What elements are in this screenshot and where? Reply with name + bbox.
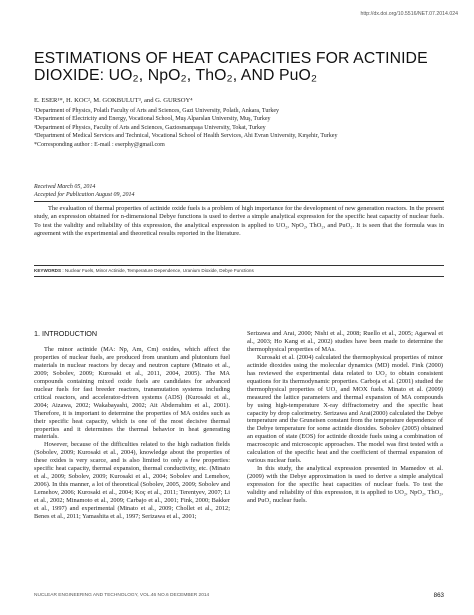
affiliation-4: ⁴Department of Medical Services and Technical, Vocational School of Health Services, Ahi Evran University, Kırşehir, Turkey [34,133,338,140]
doi-link[interactable]: http://dx.doi.org/10.5516/NET.07.2014.024 [360,11,458,17]
abstract-bottom-rule [34,265,444,266]
paragraph: Serizawa and Arai, 2000; Nishi et al., 2008; Ruello et al., 2005; Agarwal et al., 2003; Ho Kang et al., 2002) studies have been made to determine the thermophysical properties of MAs. [247,330,443,353]
affiliations [34,107,337,149]
received-date: Received March 05, 2014 [34,184,96,190]
paragraph: Kurosaki et al. (2004) calculated the thermophysical properties of minor actinide dioxides using the molecular dynamics (MD) model. Fink (2000) has reviewed the experimental data related to UO₂ to obtain consistent equations for its thermodynamic properties. Carboja et al. (2001) studied the thermophysical properties of UO₂ and MOX fuels. Minato et al. (2009) measured the lattice parameters and thermal expansion of MA compounds by using high-temperature X-ray diffractometry and the specific heat capacity by drop calorimetry. Serizawa and Arai(2000) calculated the Debye temperature and the Gruneisen constant from the temperature dependence of the Debye temperature for some actinide dioxides. Sobolev (2005) obtained an equation of state (EOS) for actinide dioxide fuels using a combination of macroscopic and microscopic approaches. The model was first tested with a calculation of the specific heat and the coefficient of thermal expansion of various nuclear fuels. [247,353,443,465]
accepted-date: Accepted for Publication August 09, 2014 [34,192,135,198]
corresponding-author: *Corresponding author : E-mail : eserphy@gmail.com [34,141,165,148]
title-line-2: DIOXIDE: UO₂, NpO₂, ThO₂, AND PuO₂ [34,67,318,84]
body-column-right [247,330,443,505]
keywords-text: : Nuclear Fuels, Minor Actinide, Temperature Dependence, Uranium Dioxide, Debye Functions [61,268,254,273]
body-column-left [34,346,230,521]
paper-title [34,50,454,84]
publication-dates [34,183,135,199]
title-line-1: ESTIMATIONS OF HEAT CAPACITIES FOR ACTINIDE [34,50,428,67]
journal-info: NUCLEAR ENGINEERING AND TECHNOLOGY, VOL.46 NO.6 DECEMBER 2014 [34,593,210,598]
affiliation-2: ²Department of Electricity and Energy, Vocational School, Muş Alparslan University, Muş, Turkey [34,116,271,123]
paragraph: The minor actinide (MA: Np, Am, Cm) oxides, which affect the properties of nuclear fuels, are produced from uranium and plutonium fuel materials in nuclear reactors by decay and neutron capture (Minato et al., 2009; Sobolev, 2009; Kurosaki et al., 2011, 2004, 2005). The MA compounds containing mixed oxide fuels are candidates for advanced nuclear fuels for fast breeder reactors, transmutation systems including critical reactors, and accelerator-driven systems (ADS) (Kurosaki et al., 2004; Aizawa, 2002; Wakabayashi, 2002; Ait Abderrahim et al., 2001). Therefore, it is important to determine the properties of MA oxides such as their specific heat capacity, which is one of the most decisive thermal properties and it determines the thermal behavior in heat generating materials. [34,346,230,441]
affiliation-1: ¹Department of Physics, Polatlı Faculty of Arts and Sciences, Gazi University, Polatlı, Ankara, Turkey [34,108,280,114]
keywords-label: KEYWORDS [34,268,62,273]
section-heading-introduction: 1. INTRODUCTION [34,329,98,338]
affiliation-3: ³Department of Physics, Faculty of Arts and Sciences, Gaziosmanpaşa University, Tokat, Turkey [34,124,266,131]
keywords [34,268,444,273]
keywords-rule [34,276,444,277]
paragraph: However, because of the difficulties related to the high radiation fields (Sobolev, 2009; Kurosaki et al., 2004), knowledge about the properties of these oxides is very scarce, and is also limited to only a few properties: specific heat capacity, thermal expansion, thermal conductivity, etc. (Minato et al., 2009; Sobolev, 2009; Kurosaki et al., 2004; Sobolev and Lemehov, 2006). In this manner, a lot of theoretical (Sobolev, 2005, 2009; Sobolev and Lemehov, 2006; Kurosaki et al., 2004; Koç et al., 2011; Terentyev, 2007; Li et al., 2002; Minamoto et al., 2009; Carbajo et al., 2001; Fink, 2000; Bakker et al., 1997) and experimental (Minato et al., 2009; Chollet et al., 2012; Benes et al., 2011; Yamashita et al., 1997; Serizawa et al., 2001; [34,441,230,521]
paragraph: In this study, the analytical expression presented in Mamedov et al. (2009) with the Debye approximation is used to derive a simple analytical expression for the specific heat capacities of nuclear fuels. To test the validity and reliability of this expression, it is applied to UO₂, NpO₂, ThO₂, and PuO₂ nuclear fuels. [247,465,443,505]
page-footer [34,593,444,598]
author-list: E. ESER¹*, H. KOC², M. GOKBULUT³, and G. GURSOY⁴ [34,97,193,104]
page-number: 863 [433,592,444,599]
abstract-top-rule [34,201,444,202]
abstract: The evaluation of thermal properties of actinide oxide fuels is a problem of high importance for the development of new generation reactors. In the present study, an expression obtained for n-dimensional Debye functions is used to derive a simple analytical expression for the specific heat capacity of nuclear fuels. To test the validity and reliability of this expression, the analytical expression is applied to UO₂, NpO₂, ThO₂, and PuO₂. It is seen that the formula was in agreement with the experimental and theoretical results reported in the literature. [34,205,444,238]
